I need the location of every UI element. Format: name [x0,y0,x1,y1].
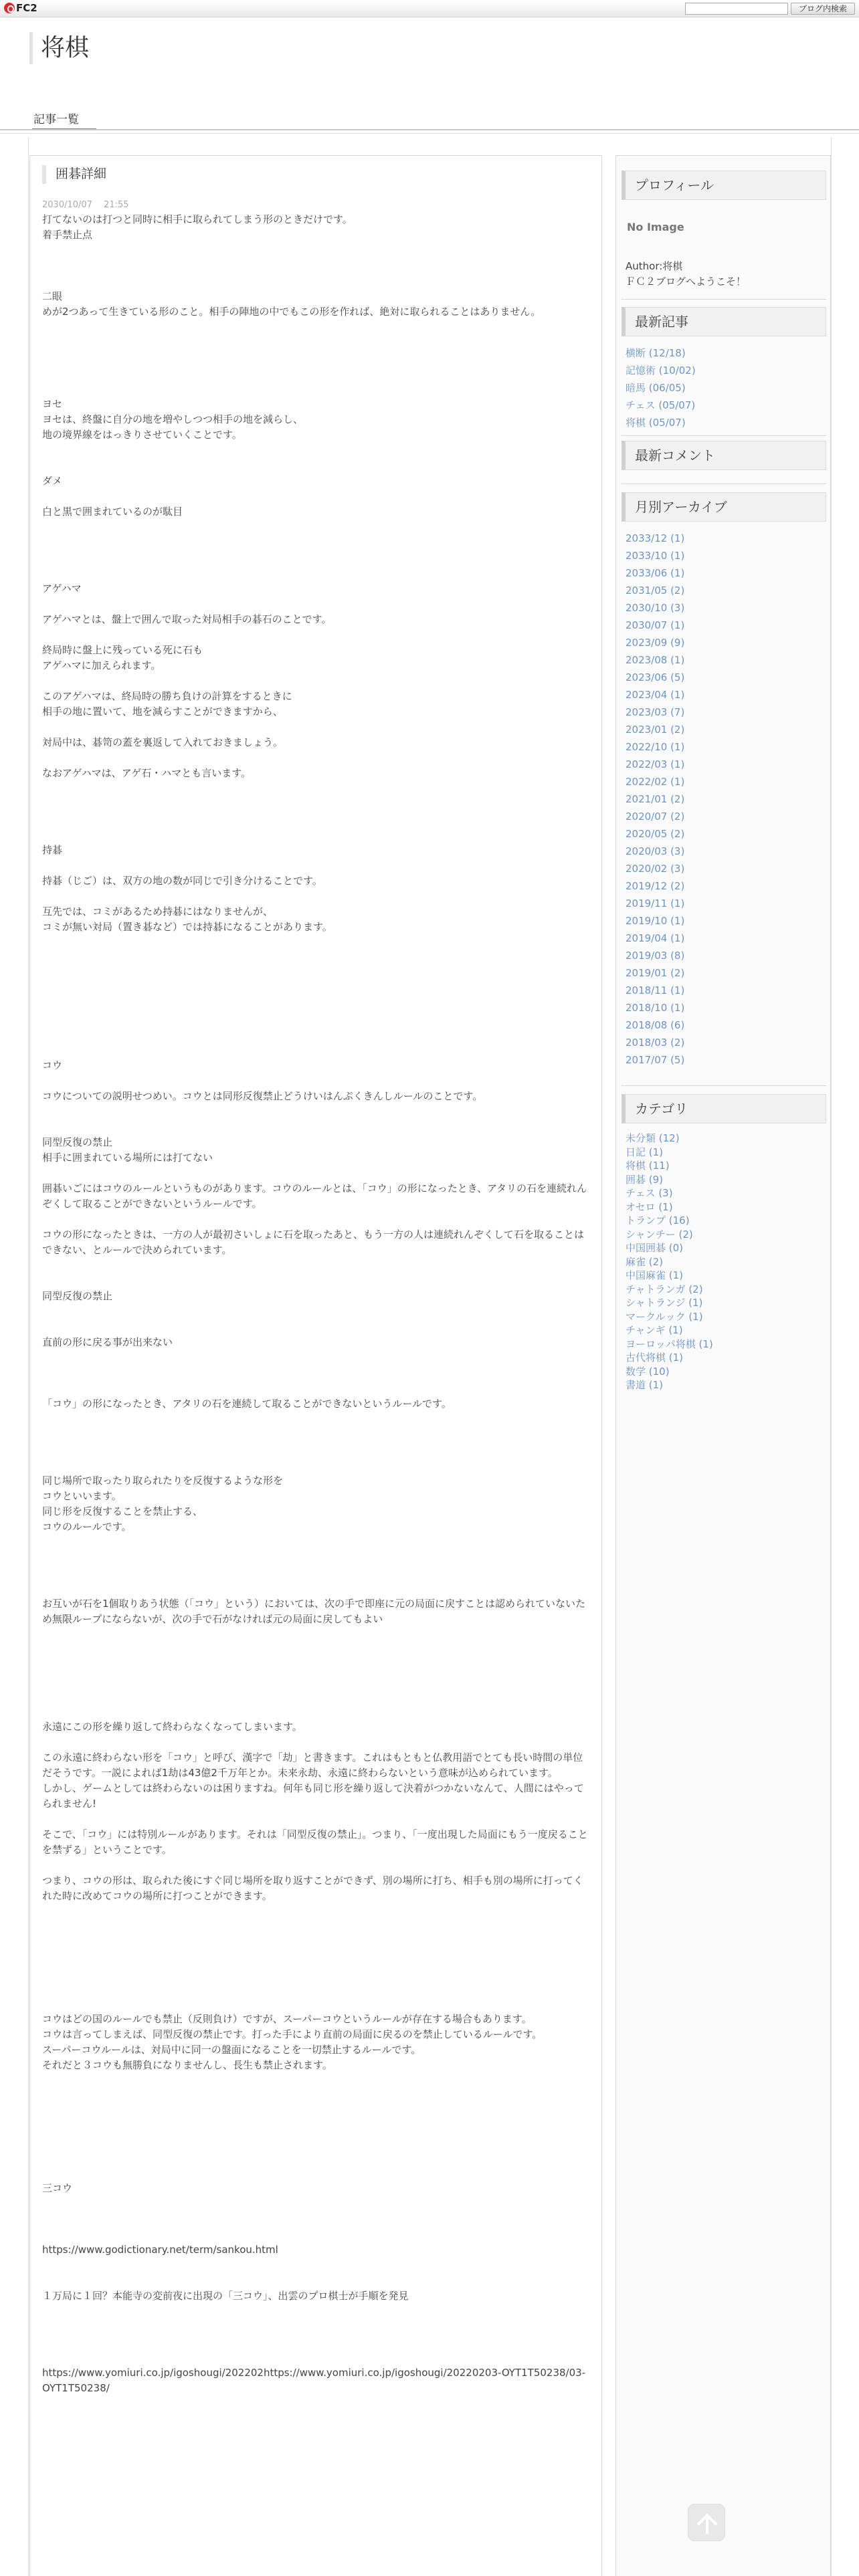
blank-line [42,520,591,535]
blank-line [42,274,591,289]
archive-link[interactable]: 2019/04 (1) [626,932,685,944]
profile-welcome: ＦＣ２ブログへようこそ！ [626,276,747,288]
archive-link[interactable]: 2023/08 (1) [626,654,685,666]
blank-line [42,350,591,366]
blank-line [42,2119,591,2135]
blank-line [42,1904,591,1919]
entry-paragraph: 持碁 [42,844,63,856]
entry-paragraph: コウ [42,1059,63,1071]
entry-paragraph: 「コウ」の形になったとき、アタリの石を連続して取ることができないというルールです。 [42,1398,452,1410]
entry-paragraph: 囲碁いごにはコウのルールというものがあります。コウのルールとは、「コウ」の形になったとき、アタリの石を連続れんぞくして取ることができないというルールです。 [42,1182,587,1210]
entry-paragraph: そこで、「コウ」には特別ルールがあります。それは「同型反復の禁止」。つまり、「一度出現した局面にもう一度戻ることを禁ずる」ということです。 [42,1828,588,1856]
category-link[interactable]: トランプ (16) [626,1214,690,1226]
archives-list [622,522,826,1069]
archive-link[interactable]: 2023/09 (9) [626,637,685,649]
archive-link[interactable]: 2022/02 (1) [626,776,685,788]
entry-paragraph: １万局に１回？本能寺の変前夜に出現の「三コウ」、出雲のプロ棋士が手順を発見 [42,2290,409,2302]
archives-box [622,492,826,1069]
archive-link[interactable]: 2023/04 (1) [626,689,685,701]
blank-line [42,335,591,350]
blank-line [42,796,591,812]
blank-line [42,1119,591,1135]
nav-divider-secondary [0,133,859,134]
blank-line [42,858,591,873]
blank-line [42,1627,591,1642]
blank-line [42,550,591,566]
blank-line [42,258,591,274]
blank-line [42,2073,591,2088]
blank-line [42,243,591,258]
blank-line [42,2196,591,2212]
archive-link[interactable]: 2031/05 (2) [626,584,685,597]
category-link[interactable]: 日記 (1) [626,1146,664,1158]
blog-search-button[interactable]: ブログ内検索 [791,3,855,15]
blank-line [42,1735,591,1750]
blog-title[interactable]: 将棋 [29,32,89,64]
blank-line [42,720,591,735]
entry-paragraph: コウはどの国のルールでも禁止（反則負け）ですが、スーパーコウというルールが存在する場合もあります。 コウは言ってしまえば、同型反復の禁止です。打った手により直前の局面に戻るのを禁止しているルールです。 スーパーコウルールは、対局中に同一の盤面になることを一切禁止するルールです。 それだと３コウも無勝負になりませんし、長生も禁止されます。 [42,2013,543,2071]
blank-line [42,1981,591,1996]
archive-link[interactable]: 2017/07 (5) [626,1054,685,1066]
entry-paragraph[interactable]: https://www.godictionary.net/term/sankou.html [42,2244,278,2256]
blank-line [42,1350,591,1366]
category-link[interactable]: 中国囲碁 (0) [626,1242,684,1254]
entry-paragraph: 同型反復の禁止 相手に囲まれている場所には打てない [42,1136,213,1164]
blank-line [42,1965,591,1981]
profile-box [622,171,826,290]
archive-link[interactable]: 2020/02 (3) [626,863,685,875]
category-link[interactable]: 囲碁 (9) [626,1173,664,1186]
blank-line [42,627,591,643]
entry-paragraph: 互先では、コミがあるため持碁にはなりませんが、 コミが無い対局（置き碁など）では持碁になることがあります。 [42,905,332,933]
blank-line [42,2088,591,2104]
blank-line [42,1442,591,1458]
archive-link[interactable]: 2019/01 (2) [626,967,685,979]
blank-line [42,489,591,504]
entry-paragraph: この永遠に終わらない形を「コウ」と呼び、漢字で「劫」と書きます。これはもともと仏教用語でとても長い時間の単位だそうです。一説によれば1劫は43億2千万年とか。未来永劫、永遠に終わらないという意味が込められています。 しかし、ゲームとしては終わらないのは困りますね。何年も同じ形を繰り返して決着がつかないなんて、人間にはやってられません! [42,1751,584,1810]
category-link[interactable]: シャンチー (2) [626,1228,693,1241]
blank-line [42,1166,591,1181]
blank-line [42,2165,591,2181]
blank-line [42,2350,591,2365]
page-border-right [831,137,832,2576]
blank-line [42,2335,591,2350]
category-link[interactable]: チャトランガ (2) [626,1283,703,1295]
blank-line [42,1935,591,1950]
entry-paragraph: お互いが石を1個取りあう状態（「コウ」という）においては、次の手で即座に元の局面に戻すことは認められていないため無限ループにならないが、次の手で石がなければ元の局面に戻してもよい [42,1598,586,1625]
categories-heading: カテゴリ [622,1094,826,1123]
profile-no-image: No Image [627,221,684,233]
archive-link[interactable]: 2020/07 (2) [626,811,685,823]
nav-tab-entry-list[interactable]: 記事一覧 [33,113,79,126]
entry-paragraph: 永遠にこの形を繰り返して終わらなくなってしまいます。 [42,1721,302,1733]
blank-line [42,1273,591,1289]
fc2-logo-icon [4,3,15,13]
entry-paragraph: 同型反復の禁止 [42,1290,113,1302]
category-link[interactable]: 古代将棋 (1) [626,1352,684,1364]
category-link[interactable]: シャトランジ (1) [626,1297,703,1309]
nav-divider [0,129,859,130]
blank-line [42,2258,591,2273]
blank-line [42,366,591,381]
archive-link[interactable]: 2030/10 (3) [626,602,685,614]
blank-line [42,1012,591,1027]
blank-line [42,1812,591,1827]
blank-line [42,1258,591,1273]
archive-link[interactable]: 2019/10 (1) [626,915,685,927]
recent-comments-heading: 最新コメント [622,441,826,470]
fc2-logo-text: FC2 [16,2,37,14]
archive-link[interactable]: 2019/03 (8) [626,950,685,962]
archive-link[interactable]: 2018/03 (2) [626,1037,685,1049]
category-link[interactable]: チェス (3) [626,1187,673,1199]
entry-paragraph: 三コウ [42,2182,73,2194]
blank-line [42,2227,591,2242]
category-link[interactable]: 書道 (1) [626,1379,664,1391]
blank-line [42,1319,591,1335]
recent-entries-heading: 最新記事 [622,307,826,336]
entry-paragraph: ヨセ ヨセは、終盤に自分の地を増やしつつ相手の地を減らし、 地の境界線をはっきりさせていくことです。 [42,398,304,441]
blank-line [42,827,591,843]
category-link[interactable]: 未分類 (12) [626,1132,680,1144]
sidebar-separator [622,299,826,300]
entry-body [42,212,591,2396]
category-link[interactable]: 将棋 (11) [626,1160,670,1172]
entry-paragraph: コウについての説明せつめい。コウとは同形反復禁止どうけいはんぷくきんしルールのことです。 [42,1090,483,1102]
blank-line [42,673,591,689]
blank-line [42,996,591,1012]
blank-line [42,381,591,397]
entry-paragraph: 二眼 めが2つあって生きている形のこと。相手の陣地の中でもこの形を作れば、絶対に取られることはありません。 [42,290,541,318]
blank-line [42,781,591,796]
archives-heading: 月別アーカイブ [622,492,826,522]
recent-entry-link[interactable]: 暗馬 (06/05) [626,382,686,394]
entry-paragraph: 直前の形に戻る事が出来ない [42,1336,173,1348]
blank-line [42,535,591,550]
archive-link[interactable]: 2022/03 (1) [626,758,685,770]
blank-line [42,1919,591,1935]
archive-link[interactable]: 2023/06 (5) [626,671,685,683]
fc2-toolbar [0,0,859,17]
blank-line [42,1950,591,1965]
blog-search-input[interactable] [685,3,788,15]
entry-paragraph: なおアゲハマは、アゲ石・ハマとも言います。 [42,767,252,779]
profile-heading: プロフィール [622,171,826,200]
sidebar-separator [622,1085,826,1086]
entry-paragraph: 終局時に盤上に残っている死に石も アゲハマに加えられます。 [42,644,203,671]
entry-paragraph: アゲハマとは、盤上で囲んで取った対局相手の碁石のことです。 [42,613,332,625]
blank-line [42,1027,591,1043]
main-content [29,155,602,2576]
archive-link[interactable]: 2018/11 (1) [626,984,685,996]
profile-author: Author:将棋 [626,260,683,272]
blank-line [42,966,591,981]
blank-line [42,935,591,950]
recent-comments-box [622,441,826,470]
blank-line [42,812,591,827]
archive-link[interactable]: 2023/01 (2) [626,724,685,736]
blank-line [42,1996,591,2012]
entry-paragraph: コウの形になったときは、一方の人が最初さいしょに石を取ったあと、もう一方の人は連続れんぞくして石を取ることはできない、とルールで決められています。 [42,1228,585,1256]
archive-link[interactable]: 2023/03 (7) [626,706,685,718]
sidebar [615,155,831,2576]
entry-paragraph: ダメ [42,475,63,487]
entry-paragraph: 打てないのは打つと同時に相手に取られてしまう形のときだけです。 着手禁止点 [42,213,353,241]
entry-title[interactable]: 囲碁詳細 [42,165,591,184]
archive-link[interactable]: 2018/08 (6) [626,1019,685,1031]
archive-link[interactable]: 2033/12 (1) [626,532,685,544]
recent-entry-link[interactable]: 将棋 (05/07) [626,417,686,429]
recent-entry-link[interactable]: チェス (05/07) [626,399,696,411]
blank-line [42,566,591,581]
blank-line [42,1658,591,1673]
recent-entry-link[interactable]: 記憶術 (10/02) [626,364,696,377]
scroll-to-top-button[interactable] [688,2504,725,2541]
archive-link[interactable]: 2020/03 (3) [626,845,685,857]
category-link[interactable]: 数学 (10) [626,1365,670,1378]
category-link[interactable]: チャンギ (1) [626,1324,683,1336]
recent-entries-list [622,336,826,431]
recent-entries-box [622,307,826,431]
archive-link[interactable]: 2022/10 (1) [626,741,685,753]
archive-link[interactable]: 2033/06 (1) [626,567,685,579]
archive-link[interactable]: 2018/10 (1) [626,1002,685,1014]
blank-line [42,1858,591,1873]
blank-line [42,443,591,458]
archive-link[interactable]: 2030/07 (1) [626,619,685,631]
categories-box [622,1094,826,1392]
blank-line [42,1073,591,1089]
entry-paragraph[interactable]: https://www.yomiuri.co.jp/igoshougi/202202https://www.yomiuri.co.jp/igoshougi/20220203-OYT1T50238/03-OYT1T50238/ [42,2367,586,2394]
blank-line [42,1412,591,1427]
entry-paragraph: 同じ場所で取ったり取られたりを反復するような形を コウといいます。 同じ形を反復することを禁止する、 コウのルールです。 [42,1475,284,1533]
entry-paragraph: つまり、コウの形は、取られた後にすぐ同じ場所を取り返すことができず、別の場所に打ち、相手も別の場所に打ってくれた時に改めてコウの場所に打つことができます。 [42,1874,583,1902]
blank-line [42,2150,591,2165]
blank-line [42,1104,591,1119]
blank-line [42,2273,591,2288]
category-link[interactable]: ヨーロッパ将棋 (1) [626,1337,713,1350]
category-link[interactable]: 中国麻雀 (1) [626,1269,684,1281]
blank-line [42,320,591,335]
blank-line [42,1381,591,1396]
fc2-logo[interactable] [4,3,37,13]
blank-line [42,1673,591,1689]
blank-line [42,981,591,996]
entry-paragraph: このアゲハマは、終局時の勝ち負けの計算をするときに 相手の地に置いて、地を減らすことができますから、 [42,690,292,718]
blank-line [42,1566,591,1581]
blank-line [42,1689,591,1704]
blank-line [42,1304,591,1319]
blank-line [42,2212,591,2227]
blank-line [42,1535,591,1550]
category-link[interactable]: マークルック (1) [626,1310,703,1323]
blank-line [42,1366,591,1381]
blank-line [42,2319,591,2335]
blank-line [42,1458,591,1473]
blank-line [42,1550,591,1566]
blank-line [42,1043,591,1058]
entry-paragraph: アゲハマ [42,582,82,595]
entry [42,165,591,2396]
blank-line [42,597,591,612]
blank-line [42,750,591,766]
archive-link[interactable]: 2019/12 (2) [626,880,685,892]
archive-link[interactable]: 2021/01 (2) [626,793,685,805]
blank-line [42,2304,591,2319]
archive-link[interactable]: 2020/05 (2) [626,828,685,840]
entry-paragraph: 持碁（じご）は、双方の地の数が同じで引き分けることです。 [42,875,322,887]
blank-line [42,458,591,473]
blank-line [42,1212,591,1227]
archive-link[interactable]: 2033/10 (1) [626,550,685,562]
recent-entry-link[interactable]: 横断 (12/18) [626,347,686,359]
archive-link[interactable]: 2019/11 (1) [626,897,685,909]
blank-line [42,2135,591,2150]
entry-date: 2030/10/07 21:55 [42,200,129,210]
sidebar-separator [622,435,826,436]
category-link[interactable]: 麻雀 (2) [626,1255,664,1268]
blank-line [42,889,591,904]
blank-line [42,1427,591,1442]
blank-line [42,1642,591,1658]
category-link[interactable]: オセロ (1) [626,1200,673,1213]
blank-line [42,1581,591,1596]
blank-line [42,950,591,966]
entry-paragraph: 白と黒で囲まれているのが駄目 [42,506,183,518]
blank-line [42,1704,591,1719]
page-border-left [28,137,29,2576]
categories-list [622,1123,826,1392]
blank-line [42,2104,591,2119]
entry-paragraph: 対局中は、碁笥の蓋を裏返して入れておきましょう。 [42,736,284,748]
